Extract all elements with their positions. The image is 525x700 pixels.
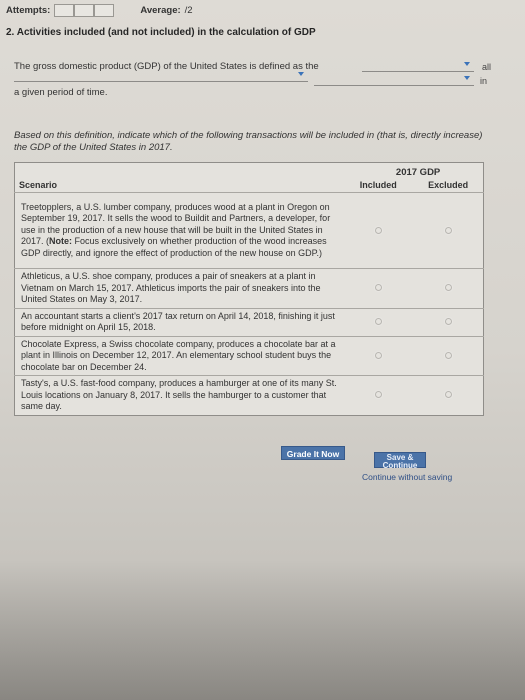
bottom-shadow <box>0 560 525 700</box>
continue-without-saving-link[interactable]: Continue without saving <box>362 472 453 482</box>
table-row <box>15 376 484 416</box>
table-row <box>15 336 484 376</box>
gdp-classification-table <box>14 162 484 416</box>
scenario-text: Athleticus, a U.S. shoe company, produces a pair of sneakers at a plant in Vietnam on March 15, 2017. Athleticus imports the pair of sneakers into the United States on May 3, 2017. <box>15 269 344 309</box>
question-title: 2. Activities included (and not included) in the calculation of GDP <box>6 27 316 38</box>
excluded-radio[interactable] <box>445 391 452 398</box>
gdp-year-header: 2017 GDP <box>395 167 441 178</box>
excluded-header: Excluded <box>428 180 469 190</box>
included-radio[interactable] <box>375 284 382 291</box>
definition-text: The gross domestic product (GDP) of the United States is defined as the <box>14 61 319 72</box>
average-label: Average: <box>140 5 181 16</box>
save-and-continue-button[interactable]: Save & Continue <box>374 452 426 468</box>
included-radio[interactable] <box>375 318 382 325</box>
excluded-radio[interactable] <box>445 227 452 234</box>
included-radio[interactable] <box>375 227 382 234</box>
table-row <box>15 308 484 336</box>
dropdown-option-in[interactable]: in <box>480 76 488 86</box>
included-radio[interactable] <box>375 391 382 398</box>
scenario-text: Treetopplers, a U.S. lumber company, produces wood at a plant in Oregon on September 19, 2017. It sells the wood to Buildit and Partners, a developer, for use in the production of a new house that will be built in the United States in 2017. (Note: Focus exclusively on whether production of the wood increases GDP directly, and ignore the effect of production of the new house on GDP.) <box>15 193 344 269</box>
excluded-radio[interactable] <box>445 352 452 359</box>
table-row <box>15 269 484 309</box>
included-radio[interactable] <box>375 352 382 359</box>
attempt-boxes <box>54 4 114 17</box>
table-group-header-row <box>15 163 484 179</box>
dropdown-option-all[interactable]: all <box>482 62 492 72</box>
chevron-down-icon <box>464 76 470 80</box>
attempts-label: Attempts: <box>6 5 51 16</box>
attempt-box <box>54 4 74 17</box>
attempt-box <box>74 4 94 17</box>
chevron-down-icon <box>298 72 304 76</box>
scenario-header: Scenario <box>19 180 58 190</box>
attempts-bar <box>6 4 193 17</box>
table-column-header-row <box>15 178 484 193</box>
attempt-box <box>94 4 114 17</box>
average-value: /2 <box>184 5 193 16</box>
gdp-definition-dropdown-2[interactable] <box>14 70 308 82</box>
scenario-text: Tasty's, a U.S. fast-food company, produces a hamburger at one of its many St. Louis locations on January 8, 2017. It sells the hamburger to a customer that same day. <box>15 376 344 416</box>
chevron-down-icon <box>464 62 470 66</box>
included-header: Included <box>359 180 397 190</box>
table-row <box>15 193 484 269</box>
gdp-definition-dropdown-3[interactable] <box>314 74 474 86</box>
excluded-radio[interactable] <box>445 318 452 325</box>
excluded-radio[interactable] <box>445 284 452 291</box>
grade-it-now-button[interactable]: Grade It Now <box>281 446 345 460</box>
gdp-definition-dropdown-1[interactable] <box>362 60 474 72</box>
instructions: Based on this definition, indicate which of the following transactions will be included in (that is, directly increase) the GDP of the United States in 2017. <box>14 130 483 153</box>
scenario-text: An accountant starts a client's 2017 tax return on April 14, 2018, finishing it just before midnight on April 15, 2018. <box>15 308 344 336</box>
period-text: a given period of time. <box>14 87 108 98</box>
scenario-text: Chocolate Express, a Swiss chocolate company, produces a chocolate bar at a plant in Illinois on December 12, 2017. An elementary school student buys the chocolate bar on December 24. <box>15 336 344 376</box>
